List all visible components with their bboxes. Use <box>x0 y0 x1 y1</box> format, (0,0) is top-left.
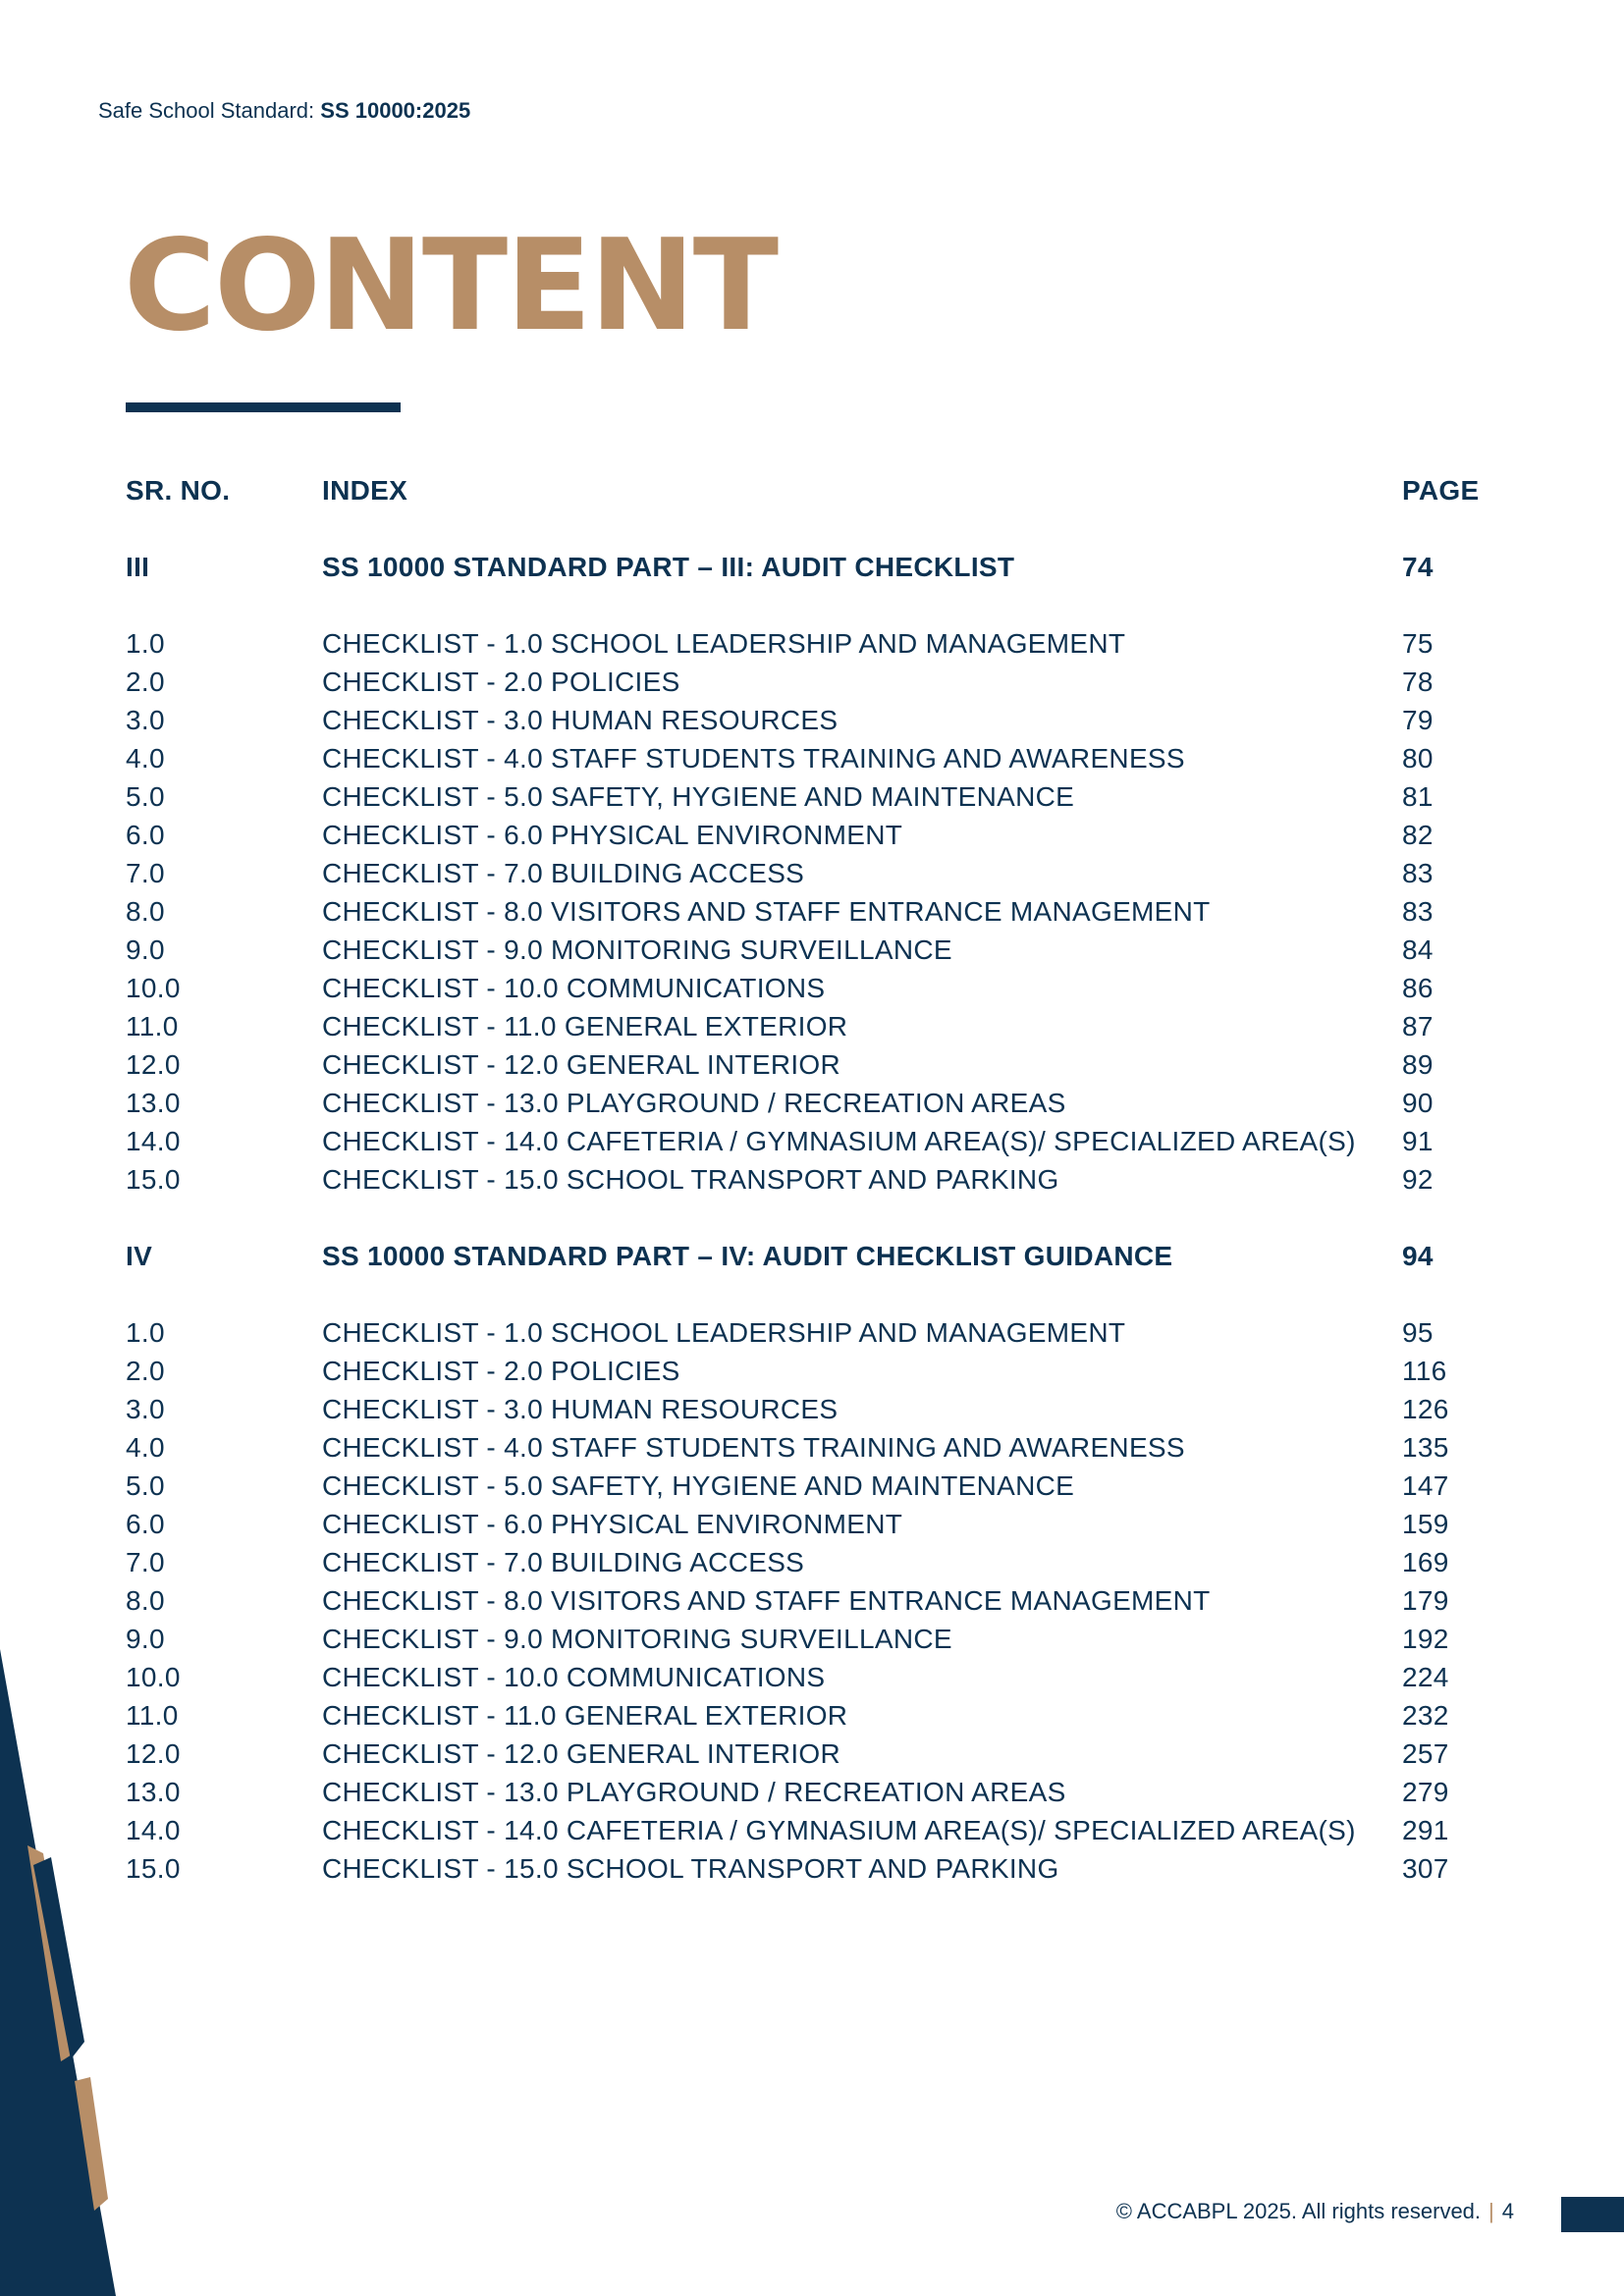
item-page: 257 <box>1402 1737 1449 1769</box>
item-page: 291 <box>1402 1814 1449 1845</box>
item-title: CHECKLIST - 15.0 SCHOOL TRANSPORT AND PARKING <box>322 1852 1059 1884</box>
toc-item-row[interactable] <box>126 1773 1500 1811</box>
toc-item-row[interactable] <box>126 1313 1500 1352</box>
item-number: 3.0 <box>126 704 165 735</box>
item-title: CHECKLIST - 4.0 STAFF STUDENTS TRAINING AND AWARENESS <box>322 1431 1185 1463</box>
item-number: 10.0 <box>126 972 181 1003</box>
toc-item-row[interactable] <box>126 1696 1500 1735</box>
item-number: 4.0 <box>126 742 165 774</box>
item-page: 89 <box>1402 1048 1434 1080</box>
part-number: III <box>126 551 150 582</box>
toc-item-row[interactable] <box>126 1620 1500 1658</box>
item-number: 12.0 <box>126 1737 181 1769</box>
item-page: 80 <box>1402 742 1434 774</box>
item-title: CHECKLIST - 2.0 POLICIES <box>322 666 680 697</box>
item-page: 135 <box>1402 1431 1449 1463</box>
item-number: 7.0 <box>126 857 165 888</box>
item-number: 11.0 <box>126 1010 179 1041</box>
item-number: 15.0 <box>126 1852 181 1884</box>
item-page: 83 <box>1402 857 1434 888</box>
toc-item-row[interactable] <box>126 854 1500 892</box>
toc-item-row[interactable] <box>126 969 1500 1007</box>
item-number: 1.0 <box>126 627 165 659</box>
item-page: 79 <box>1402 704 1434 735</box>
toc-item-row[interactable] <box>126 1160 1500 1199</box>
item-title: CHECKLIST - 11.0 GENERAL EXTERIOR <box>322 1010 848 1041</box>
item-title: CHECKLIST - 2.0 POLICIES <box>322 1355 680 1386</box>
title-underline <box>126 402 401 412</box>
item-title: CHECKLIST - 13.0 PLAYGROUND / RECREATION AREAS <box>322 1087 1066 1118</box>
item-number: 14.0 <box>126 1125 181 1156</box>
toc-item-row[interactable] <box>126 1428 1500 1467</box>
toc-item-row[interactable] <box>126 1084 1500 1122</box>
item-number: 1.0 <box>126 1316 165 1348</box>
page-title: CONTENT <box>124 213 778 359</box>
part-number: IV <box>126 1240 153 1271</box>
item-page: 75 <box>1402 627 1434 659</box>
item-number: 3.0 <box>126 1393 165 1424</box>
item-title: CHECKLIST - 6.0 PHYSICAL ENVIRONMENT <box>322 819 903 850</box>
copyright-text: © ACCABPL 2025. All rights reserved. <box>1115 2199 1482 2223</box>
toc-item-row[interactable] <box>126 1045 1500 1084</box>
item-page: 116 <box>1402 1355 1447 1386</box>
toc-header-row <box>126 471 1500 509</box>
item-title: CHECKLIST - 5.0 SAFETY, HYGIENE AND MAINTENANCE <box>322 780 1075 812</box>
item-title: CHECKLIST - 10.0 COMMUNICATIONS <box>322 972 826 1003</box>
item-page: 224 <box>1402 1661 1449 1692</box>
item-page: 232 <box>1402 1699 1449 1731</box>
item-title: CHECKLIST - 3.0 HUMAN RESOURCES <box>322 704 839 735</box>
item-number: 7.0 <box>126 1546 165 1577</box>
toc-item-row[interactable] <box>126 624 1500 663</box>
column-header-index: INDEX <box>322 474 408 506</box>
toc-item-row[interactable] <box>126 1007 1500 1045</box>
item-number: 11.0 <box>126 1699 179 1731</box>
item-page: 90 <box>1402 1087 1434 1118</box>
toc-item-row[interactable] <box>126 739 1500 777</box>
item-number: 5.0 <box>126 780 165 812</box>
toc-item-row[interactable] <box>126 816 1500 854</box>
item-page: 126 <box>1402 1393 1449 1424</box>
toc-item-row[interactable] <box>126 777 1500 816</box>
toc-item-row[interactable] <box>126 1811 1500 1849</box>
item-number: 13.0 <box>126 1776 181 1807</box>
item-title: CHECKLIST - 1.0 SCHOOL LEADERSHIP AND MANAGEMENT <box>322 627 1126 659</box>
item-title: CHECKLIST - 7.0 BUILDING ACCESS <box>322 1546 805 1577</box>
toc-item-row[interactable] <box>126 1581 1500 1620</box>
part-title: SS 10000 STANDARD PART – IV: AUDIT CHECKLIST GUIDANCE <box>322 1240 1173 1271</box>
running-header <box>98 98 470 124</box>
item-title: CHECKLIST - 13.0 PLAYGROUND / RECREATION AREAS <box>322 1776 1066 1807</box>
item-title: CHECKLIST - 5.0 SAFETY, HYGIENE AND MAINTENANCE <box>322 1469 1075 1501</box>
item-number: 9.0 <box>126 934 165 965</box>
item-number: 9.0 <box>126 1623 165 1654</box>
footer-separator: | <box>1489 2199 1494 2223</box>
item-number: 2.0 <box>126 1355 165 1386</box>
item-title: CHECKLIST - 6.0 PHYSICAL ENVIRONMENT <box>322 1508 903 1539</box>
item-title: CHECKLIST - 7.0 BUILDING ACCESS <box>322 857 805 888</box>
toc-item-row[interactable] <box>126 892 1500 931</box>
item-number: 10.0 <box>126 1661 181 1692</box>
item-title: CHECKLIST - 14.0 CAFETERIA / GYMNASIUM AREA(S)/ SPECIALIZED AREA(S) <box>322 1814 1356 1845</box>
decorative-ribbon-graphic <box>0 1649 128 2296</box>
page-footer <box>1116 2199 1514 2224</box>
item-page: 86 <box>1402 972 1434 1003</box>
item-page: 95 <box>1402 1316 1434 1348</box>
table-of-contents <box>126 471 1500 1888</box>
toc-item-row[interactable] <box>126 1352 1500 1390</box>
toc-part-row[interactable] <box>126 548 1500 586</box>
toc-item-row[interactable] <box>126 1505 1500 1543</box>
item-page: 87 <box>1402 1010 1434 1041</box>
part-title: SS 10000 STANDARD PART – III: AUDIT CHECKLIST <box>322 551 1015 582</box>
item-number: 2.0 <box>126 666 165 697</box>
item-title: CHECKLIST - 10.0 COMMUNICATIONS <box>322 1661 826 1692</box>
footer-bar <box>1561 2197 1624 2232</box>
item-page: 83 <box>1402 895 1434 927</box>
toc-item-row[interactable] <box>126 931 1500 969</box>
header-code: SS 10000:2025 <box>320 98 471 123</box>
toc-item-row[interactable] <box>126 1735 1500 1773</box>
item-page: 92 <box>1402 1163 1434 1195</box>
item-title: CHECKLIST - 12.0 GENERAL INTERIOR <box>322 1737 841 1769</box>
item-page: 307 <box>1402 1852 1449 1884</box>
item-number: 4.0 <box>126 1431 165 1463</box>
item-number: 8.0 <box>126 895 165 927</box>
toc-item-row[interactable] <box>126 1390 1500 1428</box>
toc-item-row[interactable] <box>126 1849 1500 1888</box>
toc-item-row[interactable] <box>126 663 1500 701</box>
item-page: 78 <box>1402 666 1434 697</box>
part-page: 74 <box>1402 551 1434 582</box>
item-page: 192 <box>1402 1623 1449 1654</box>
item-title: CHECKLIST - 11.0 GENERAL EXTERIOR <box>322 1699 848 1731</box>
item-title: CHECKLIST - 4.0 STAFF STUDENTS TRAINING AND AWARENESS <box>322 742 1185 774</box>
toc-item-row[interactable] <box>126 1467 1500 1505</box>
item-number: 5.0 <box>126 1469 165 1501</box>
item-page: 159 <box>1402 1508 1449 1539</box>
item-page: 82 <box>1402 819 1434 850</box>
item-title: CHECKLIST - 3.0 HUMAN RESOURCES <box>322 1393 839 1424</box>
item-title: CHECKLIST - 14.0 CAFETERIA / GYMNASIUM AREA(S)/ SPECIALIZED AREA(S) <box>322 1125 1356 1156</box>
item-number: 8.0 <box>126 1584 165 1616</box>
header-label: Safe School Standard: <box>98 98 315 123</box>
item-title: CHECKLIST - 1.0 SCHOOL LEADERSHIP AND MANAGEMENT <box>322 1316 1126 1348</box>
toc-item-row[interactable] <box>126 1122 1500 1160</box>
item-number: 14.0 <box>126 1814 181 1845</box>
item-page: 91 <box>1402 1125 1434 1156</box>
item-title: CHECKLIST - 8.0 VISITORS AND STAFF ENTRANCE MANAGEMENT <box>322 1584 1211 1616</box>
item-number: 6.0 <box>126 1508 165 1539</box>
item-title: CHECKLIST - 9.0 MONITORING SURVEILLANCE <box>322 1623 952 1654</box>
item-number: 13.0 <box>126 1087 181 1118</box>
toc-item-row[interactable] <box>126 701 1500 739</box>
toc-item-row[interactable] <box>126 1658 1500 1696</box>
part-page: 94 <box>1402 1240 1434 1271</box>
item-title: CHECKLIST - 9.0 MONITORING SURVEILLANCE <box>322 934 952 965</box>
column-header-sr-no: SR. NO. <box>126 474 231 506</box>
item-number: 12.0 <box>126 1048 181 1080</box>
toc-part-row[interactable] <box>126 1237 1500 1275</box>
item-number: 15.0 <box>126 1163 181 1195</box>
item-title: CHECKLIST - 12.0 GENERAL INTERIOR <box>322 1048 841 1080</box>
item-page: 81 <box>1402 780 1434 812</box>
toc-item-row[interactable] <box>126 1543 1500 1581</box>
item-number: 6.0 <box>126 819 165 850</box>
item-page: 169 <box>1402 1546 1449 1577</box>
item-page: 147 <box>1402 1469 1449 1501</box>
page-number: 4 <box>1501 2199 1514 2223</box>
item-page: 84 <box>1402 934 1434 965</box>
item-page: 279 <box>1402 1776 1449 1807</box>
item-title: CHECKLIST - 8.0 VISITORS AND STAFF ENTRANCE MANAGEMENT <box>322 895 1211 927</box>
column-header-page: PAGE <box>1402 474 1480 506</box>
item-page: 179 <box>1402 1584 1449 1616</box>
item-title: CHECKLIST - 15.0 SCHOOL TRANSPORT AND PARKING <box>322 1163 1059 1195</box>
